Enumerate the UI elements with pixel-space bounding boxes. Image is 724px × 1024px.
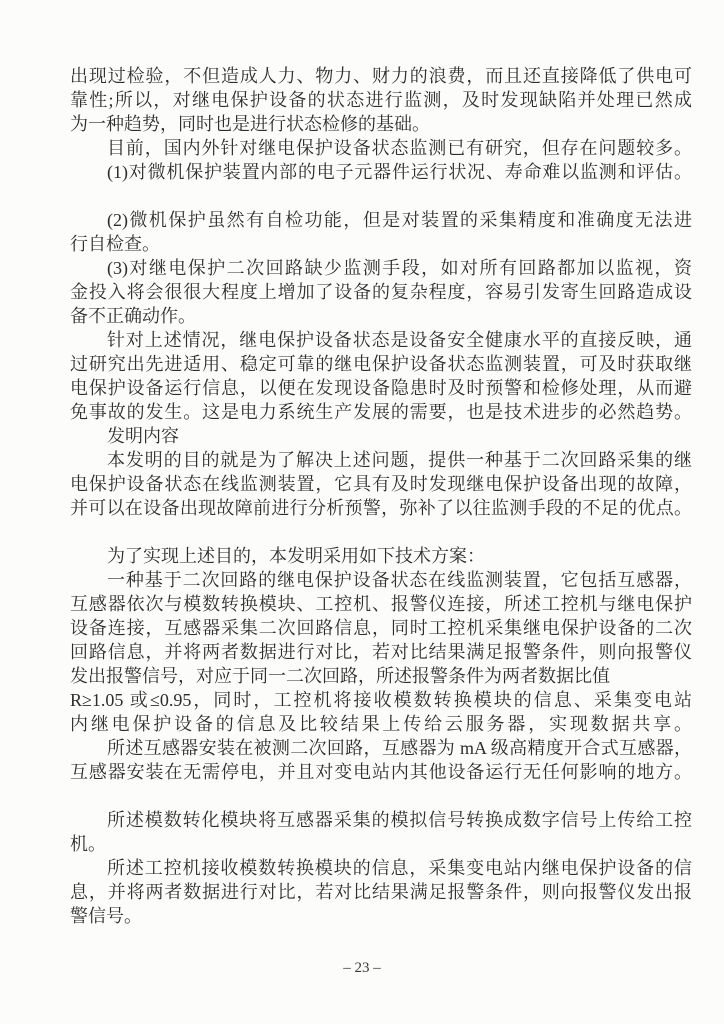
paragraph xyxy=(70,64,692,136)
paragraph xyxy=(70,808,692,856)
text-line: 设备连接，互感器采集二次回路信息，同时工控机采集继电保护设备的二次 xyxy=(70,618,692,638)
text-line: 针对上述情况，继电保护设备状态是设备安全健康水平的直接反映，通 xyxy=(107,330,692,350)
paragraph xyxy=(70,736,692,784)
text-line: (2)微机保护虽然有自检功能，但是对装置的采集精度和准确度无法进 xyxy=(107,210,692,230)
text-line: 机。 xyxy=(70,834,106,854)
text-line: 内继电保护设备的信息及比较结果上传给云服务器，实现数据共享。 xyxy=(70,714,692,734)
paragraph xyxy=(70,136,692,160)
text-line: 所述互感器安装在被测二次回路，互感器为 mA 级高精度开合式互感器， xyxy=(107,738,692,758)
text-line: R≥1.05 或≤0.95，同时，工控机将接收模数转换模块的信息、采集变电站 xyxy=(70,690,692,710)
text-line: 息，并将两者数据进行对比，若对比结果满足报警条件，则向报警仪发出报 xyxy=(70,882,692,902)
paragraph xyxy=(70,208,692,256)
text-line: 行自检查。 xyxy=(70,234,160,254)
page-footer xyxy=(0,958,724,978)
text-line: 所述模数转化模块将互感器采集的模拟信号转换成数字信号上传给工控 xyxy=(107,810,692,830)
paragraph xyxy=(70,328,692,424)
text-line: 为了实现上述目的，本发明采用如下技术方案： xyxy=(107,546,485,566)
text-line: 互感器安装在无需停电，并且对变电站内其他设备运行无任何影响的地方。 xyxy=(70,762,692,782)
text-line: 备不正确动作。 xyxy=(70,306,196,326)
text-line: 警信号。 xyxy=(70,906,142,926)
paragraph xyxy=(70,256,692,328)
text-line: (1)对微机保护装置内部的电子元器件运行状况、寿命难以监测和评估。 xyxy=(107,162,692,182)
paragraph xyxy=(70,856,692,928)
text-line: 所述工控机接收模数转换模块的信息，采集变电站内继电保护设备的信 xyxy=(107,858,692,878)
text-line: 互感器依次与模数转换模块、工控机、报警仪连接，所述工控机与继电保护 xyxy=(70,594,692,614)
text-line: (3)对继电保护二次回路缺少监测手段，如对所有回路都加以监视，资 xyxy=(107,258,692,278)
text-line: 发出报警信号，对应于同一二次回路，所述报警条件为两者数据比值 xyxy=(70,666,610,686)
text-line: 本发明的目的就是为了解决上述问题，提供一种基于二次回路采集的继 xyxy=(107,450,692,470)
text-line: 电保护设备运行信息，以便在发现设备隐患时及时预警和检修处理，从而避 xyxy=(70,378,692,398)
text-line: 目前，国内外针对继电保护设备状态监测已有研究，但存在问题较多。 xyxy=(107,138,692,158)
page-number: – 23 – xyxy=(343,960,381,976)
text-line: 并可以在设备出现故障前进行分析预警，弥补了以往监测手段的不足的优点。 xyxy=(70,498,692,518)
text-line: 回路信息，并将两者数据进行对比，若对比结果满足报警条件，则向报警仪 xyxy=(70,642,692,662)
paragraph xyxy=(70,568,692,736)
paragraph xyxy=(70,160,692,184)
text-line: 金投入将会很很大程度上增加了设备的复杂程度，容易引发寄生回路造成设 xyxy=(70,282,692,302)
text-line: 电保护设备状态在线监测装置，它具有及时发现继电保护设备出现的故障， xyxy=(70,474,692,494)
paragraph xyxy=(70,544,692,568)
paragraph xyxy=(70,448,692,520)
text-line: 过研究出先进适用、稳定可靠的继电保护设备状态监测装置，可及时获取继 xyxy=(70,354,692,374)
text-line: 一种基于二次回路的继电保护设备状态在线监测装置，它包括互感器， xyxy=(107,570,692,590)
text-line: 靠性;所以，对继电保护设备的状态进行监测，及时发现缺陷并处理已然成 xyxy=(70,90,692,110)
text-line: 为一种趋势，同时也是进行状态检修的基础。 xyxy=(70,114,430,134)
text-line: 发明内容 xyxy=(107,426,179,446)
text-line: 免事故的发生。这是电力系统生产发展的需要，也是技术进步的必然趋势。 xyxy=(70,402,692,422)
document-body xyxy=(70,64,692,928)
text-line: 出现过检验，不但造成人力、物力、财力的浪费，而且还直接降低了供电可 xyxy=(70,66,692,86)
paragraph xyxy=(70,424,692,448)
